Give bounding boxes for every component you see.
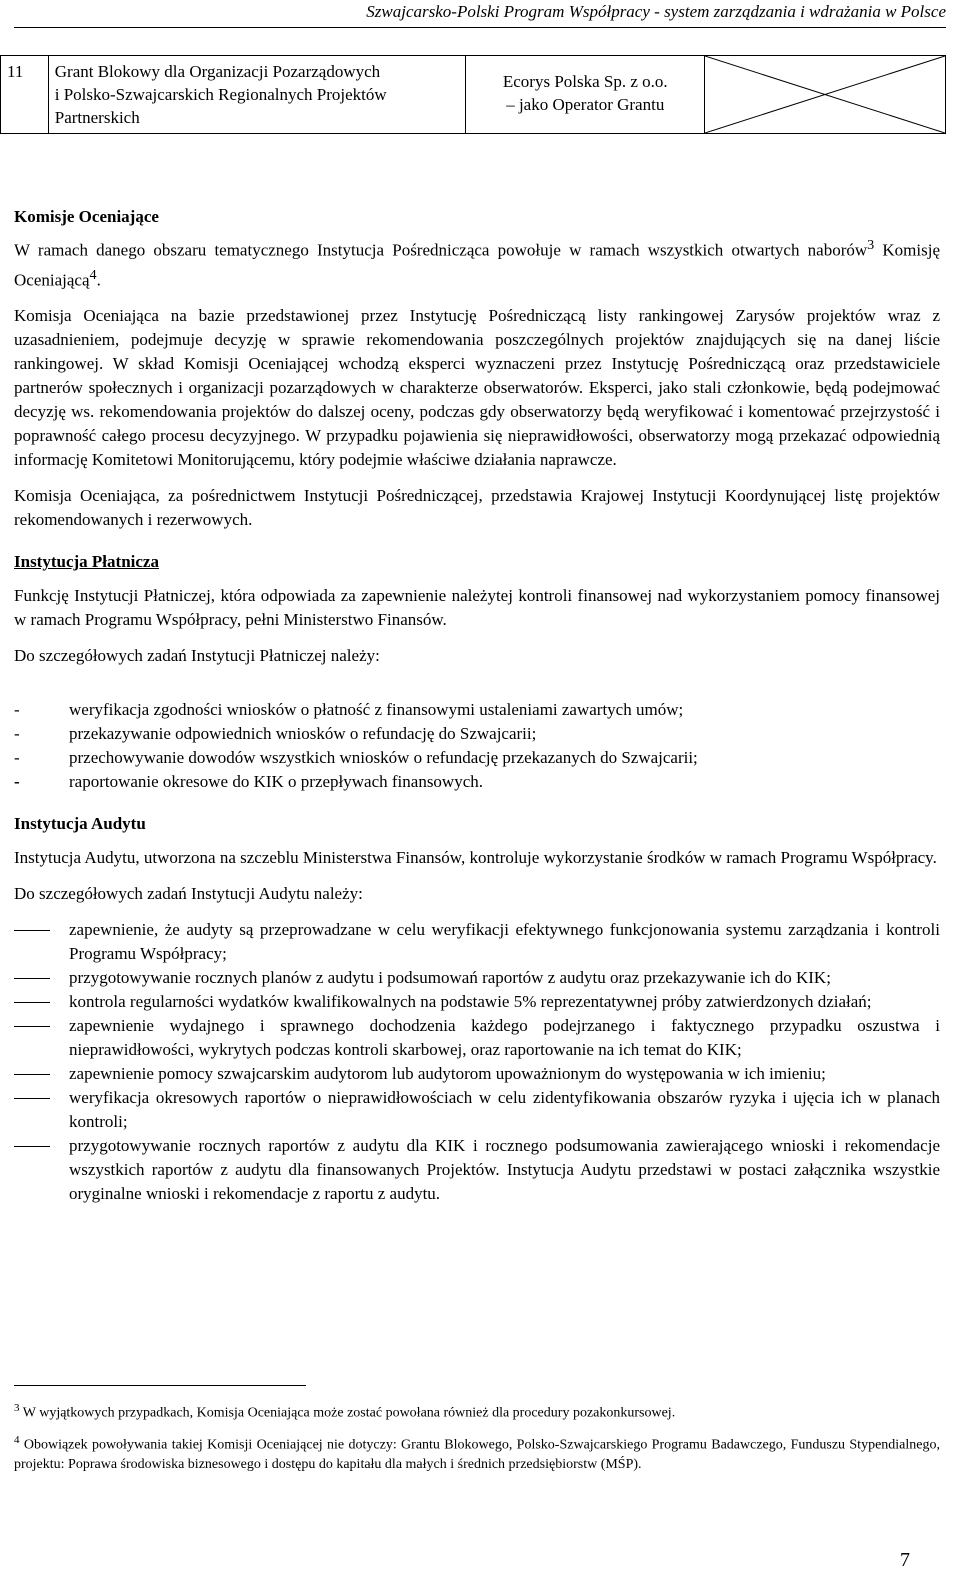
section-heading-audytu: Instytucja Audytu (14, 814, 146, 834)
footnote-ref[interactable]: 3 (867, 237, 875, 253)
list-item: kontrola regularności wydatków kwalifikowalnych na podstawie 5% reprezentatywnej próby zatwierdzonych działań; (14, 990, 940, 1014)
main-content (14, 205, 940, 1206)
platnicza-task-list (14, 698, 940, 794)
page-header: Szwajcarsko-Polski Program Współpracy - system zarządzania i wdrażania w Polsce (14, 0, 946, 28)
operator-line: Ecorys Polska Sp. z o.o. (502, 72, 668, 91)
paragraph: Komisja Oceniająca, za pośrednictwem Instytucji Pośredniczącej, przedstawia Krajowej Instytucji Koordynującej listę projektów rekomendowanych i rezerwowych. (14, 486, 940, 530)
list-item: zapewnienie wydajnego i sprawnego dochodzenia każdego podejrzanego i faktycznego przypadku oszustwa i nieprawidłowości, wykrytych podczas kontroli skarbowej, oraz raportowanie na ich temat do KIK; (14, 1014, 940, 1062)
section-heading-komisje: Komisje Oceniające (14, 207, 159, 226)
grant-table (0, 55, 946, 134)
list-item: - przekazywanie odpowiednich wniosków o refundację do Szwajcarii; (14, 724, 537, 744)
table-row (1, 56, 946, 134)
list-item: - przechowywanie dowodów wszystkich wniosków o refundację przekazanych do Szwajcarii; (14, 748, 698, 768)
footnote-ref[interactable]: 4 (89, 266, 97, 283)
list-item: zapewnienie, że audyty są przeprowadzane w celu weryfikacji efektywnego funkcjonowania systemu zarządzania i kontroli Programu Współpracy; (14, 918, 940, 966)
row-number: 11 (1, 56, 49, 134)
paragraph: W ramach danego obszaru tematycznego Instytucja Pośrednicząca powołuje w ramach wszystkich otwartych naborów$^3$ Komisję Oceniającą$^4$. (14, 237, 941, 290)
paragraph: Komisja Oceniająca na bazie przedstawionej przez Instytucję Pośredniczącą listy rankingowej Zarysów projektów wraz z uzasadnieniem, podejmuje decyzję w sprawie rekomendowania poszczególnych projektów znajdujących się na danej liście rankingowej. W skład Komisji Oceniającej wchodzą eksperci wyznaczeni przez Instytucję Pośredniczącą oraz przedstawiciele partnerów społecznych i organizacji pozarządowych w charakterze obserwatorów. Eksperci, jako stali członkowie, będą podejmować decyzję ws. rekomendowania projektów do dalszej oceny, podczas gdy obserwatorzy będą weryfikować i komentować przejrzystość i poprawność całego procesu decyzyjnego. W przypadku pojawienia się nieprawidłowości, obserwatorzy mogą przekazać odpowiednią informację Komitetowi Monitorującemu, który podejmie właściwe działania naprawcze. (14, 306, 940, 470)
footnotes (14, 1398, 940, 1481)
list-intro: Do szczegółowych zadań Instytucji Audytu należy: (14, 884, 363, 904)
list-item: przygotowywanie rocznych planów z audytu i podsumowań raportów z audytu oraz przekazywanie ich do KIK; (14, 966, 940, 990)
paragraph: Funkcję Instytucji Płatniczej, która odpowiada za zapewnienie należytej kontroli finansowej nad wykorzystaniem pomocy finansowej w ramach Programu Współpracy, pełni Ministerstwo Finansów. (14, 586, 940, 630)
footnote-4: $^4$ Obowiązek powoływania takiej Komisji Oceniającej nie dotyczy: Grantu Blokowego, Polsko-Szwajcarskiego Programu Badawczego, Funduszu Stypendialnego, projektu: Poprawa środowiska biznesowego i dostępu do kapitału dla małych i średnich przedsiębiorstw (MŚP). (14, 1433, 940, 1473)
cross-lines (705, 56, 945, 133)
section-heading-platnicza: Instytucja Płatnicza (14, 552, 159, 572)
operator-line: – jako Operator Grantu (506, 95, 665, 114)
grant-name-line: Partnerskich (54, 108, 140, 127)
list-item: - weryfikacja zgodności wniosków o płatność z finansowymi ustaleniami zawartych umów; (14, 700, 684, 720)
list-item: przygotowywanie rocznych raportów z audytu dla KIK i rocznego podsumowania zawierającego wnioski i rekomendacje wszystkich raportów z audytu dla finansowanych Projektów. Instytucja Audytu przedstawi w postaci załącznika wszystkie oryginalne wnioski i rekomendacje z raportu z audytu. (14, 1134, 940, 1206)
list-item: - raportowanie okresowe do KIK o przepływach finansowych. (14, 772, 484, 792)
grant-name-line: i Polsko-Szwajcarskich Regionalnych Projektów (54, 85, 387, 104)
grant-name-line: Grant Blokowy dla Organizacji Pozarządowych (54, 62, 381, 81)
list-item: weryfikacja okresowych raportów o nieprawidłowościach w celu zidentyfikowania obszarów ryzyka i ujęcia ich w planach kontroli; (14, 1086, 940, 1134)
empty-crossed-cell (705, 56, 946, 134)
list-intro: Do szczegółowych zadań Instytucji Płatniczej należy: (14, 646, 380, 666)
page-number: 7 (900, 1549, 910, 1571)
grant-name-cell (48, 56, 466, 134)
paragraph: Instytucja Audytu, utworzona na szczeblu Ministerstwa Finansów, kontroluje wykorzystanie środków w ramach Programu Współpracy. (14, 848, 937, 868)
list-item: zapewnienie pomocy szwajcarskim audytorom lub audytorom upoważnionym do występowania w ich imieniu; (14, 1062, 940, 1086)
operator-cell (466, 56, 705, 134)
footnote-3: $^3$ W wyjątkowych przypadkach, Komisja Oceniająca może zostać powołana również dla procedury pozakonkursowej. (14, 1402, 676, 1421)
audytu-task-list (14, 918, 940, 1206)
footnote-separator (14, 1385, 306, 1386)
